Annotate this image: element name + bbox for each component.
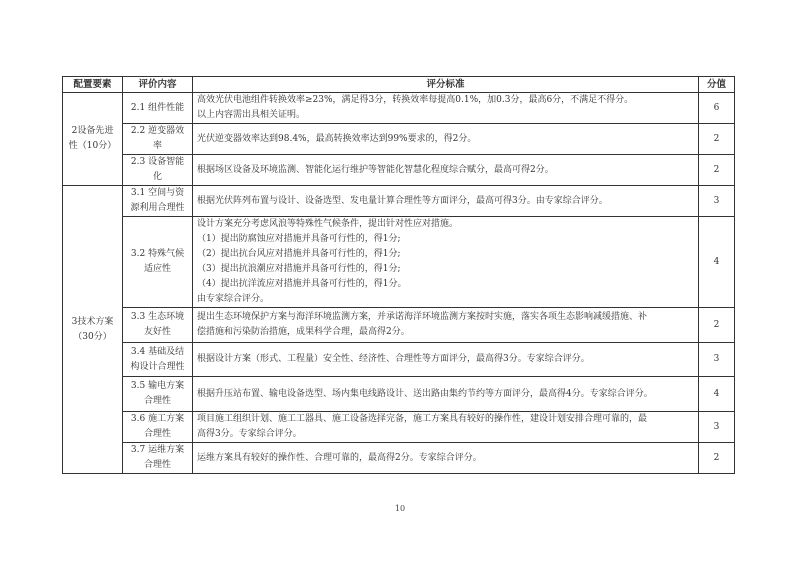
evaluation-content-text: 2.1 组件性能	[130, 102, 185, 113]
score-cell: 4	[699, 377, 735, 412]
evaluation-content-cell	[123, 217, 193, 308]
scoring-criteria-text: （1）提出防腐蚀应对措施并具备可行性的，得1分;	[197, 234, 401, 244]
score-cell: 3	[699, 412, 735, 443]
scoring-criteria-text: 偿措施和污染防治措施，成果科学合理，最高得2分。	[197, 327, 410, 337]
scoring-criteria-text: （3）提出抗浪潮应对措施并具备可行性的，得1分;	[197, 264, 401, 274]
config-element-text: （30分）	[73, 331, 112, 342]
evaluation-content-text: 3.4 基础及结	[130, 346, 185, 357]
scoring-criteria-cell	[193, 217, 699, 308]
scoring-criteria-cell	[193, 377, 699, 412]
table-row	[63, 217, 735, 308]
table-row	[63, 308, 735, 343]
scoring-criteria-cell	[193, 124, 699, 155]
evaluation-content-cell	[123, 93, 193, 124]
header-config-element: 配置要素	[63, 77, 123, 93]
config-element-text: 3技术方案	[71, 316, 114, 327]
evaluation-content-cell	[123, 155, 193, 186]
score-cell: 3	[699, 186, 735, 217]
evaluation-content-text: 友好性	[143, 327, 171, 337]
scoring-criteria-text: 根据设计方案（形式、工程量）安全性、经济性、合理性等方面评分，最高得3分。专家综合评分。	[197, 354, 590, 364]
scoring-criteria-cell	[193, 343, 699, 377]
table-row	[63, 412, 735, 443]
evaluation-content-cell	[123, 443, 193, 474]
score-cell: 3	[699, 343, 735, 377]
score-cell: 4	[699, 217, 735, 308]
scoring-criteria-cell	[193, 443, 699, 474]
config-element-text: 性（10分）	[68, 141, 117, 151]
scoring-criteria-text: 运维方案具有较好的操作性、合理可靠的，最高得2分。专家综合评分。	[197, 452, 482, 463]
table-row	[63, 186, 735, 217]
evaluation-content-text: 合理性	[143, 460, 171, 470]
score-cell: 2	[699, 443, 735, 474]
evaluation-content-text: 合理性	[143, 396, 171, 406]
evaluation-content-text: 3.5 输电方案	[130, 381, 185, 391]
evaluation-content-text: 构设计合理性	[130, 361, 185, 372]
config-element-cell	[63, 186, 123, 474]
score-cell: 6	[699, 93, 735, 124]
scoring-criteria-text: 光伏逆变器效率达到98.4%，最高转换效率达到99%要求的，得2分。	[197, 133, 477, 144]
header-score: 分值	[699, 77, 735, 93]
evaluation-content-text: 2.3 设备智能	[130, 157, 185, 167]
table-row	[63, 124, 735, 155]
scoring-criteria-text: 根据光伏阵列布置与设计、设备选型、发电量计算合理性等方面评分，最高可得3分。由专家综合评分。	[197, 195, 608, 206]
scoring-criteria-text: 以上内容需出具相关证明。	[197, 110, 306, 120]
table-row	[63, 377, 735, 412]
score-cell: 2	[699, 124, 735, 155]
score-cell: 2	[699, 308, 735, 343]
evaluation-content-cell	[123, 412, 193, 443]
config-element-cell	[63, 93, 123, 186]
score-cell: 2	[699, 155, 735, 186]
table-body	[63, 93, 735, 474]
scoring-table	[62, 76, 735, 474]
table-header-row	[63, 77, 735, 93]
table-row	[63, 155, 735, 186]
evaluation-content-text: 3.3 生态环境	[130, 312, 185, 322]
table-row	[63, 443, 735, 474]
header-scoring-criteria: 评分标准	[193, 77, 699, 93]
page-number: 10	[394, 504, 406, 513]
config-element-text: 2设备先进	[71, 126, 114, 136]
table-row	[63, 93, 735, 124]
evaluation-content-cell	[123, 377, 193, 412]
evaluation-content-text: 3.2 特殊气候	[130, 249, 185, 259]
scoring-criteria-text: 高效光伏电池组件转换效率≥23%，满足得3分，转换效率每提高0.1%，加0.3分，最高6分，不满足不得分。	[197, 95, 634, 105]
evaluation-content-text: 3.7 运维方案	[130, 445, 185, 455]
evaluation-content-text: 2.2 逆变器效	[130, 126, 185, 136]
scoring-criteria-cell	[193, 93, 699, 124]
scoring-criteria-cell	[193, 412, 699, 443]
evaluation-content-cell	[123, 186, 193, 217]
scoring-criteria-text: 根据场区设备及环境监测、智能化运行维护等智能化智慧化程度综合赋分，最高可得2分。	[197, 164, 554, 175]
scoring-criteria-text: 根据升压站布置、输电设备选型、场内集电线路设计、送出路由集约节约等方面评分，最高得4分。专家综合评分。	[197, 388, 653, 399]
scoring-criteria-cell	[193, 186, 699, 217]
evaluation-content-text: 源利用合理性	[130, 203, 185, 213]
evaluation-content-text: 适应性	[143, 264, 171, 274]
evaluation-content-text: 3.6 施工方案	[130, 414, 185, 424]
scoring-criteria-text: 高得3分。专家综合评分。	[197, 429, 302, 439]
header-evaluation-content: 评价内容	[123, 77, 193, 93]
evaluation-content-text: 率	[152, 141, 162, 151]
scoring-criteria-text: （4）提出抗洋流应对措施并具备可行性的，得1分。	[197, 279, 407, 289]
scoring-criteria-text: 项目施工组织计划、施工工器具、施工设备选择完备，施工方案具有较好的操作性，建设计划安排合理可靠的，最	[197, 414, 648, 424]
scoring-criteria-text: 由专家综合评分。	[197, 294, 270, 304]
evaluation-content-cell	[123, 308, 193, 343]
scoring-criteria-text: （2）提出抗台风应对措施并具备可行性的，得1分;	[197, 249, 401, 259]
evaluation-content-text: 化	[152, 172, 162, 182]
scoring-criteria-cell	[193, 155, 699, 186]
evaluation-content-cell	[123, 124, 193, 155]
evaluation-content-text: 合理性	[143, 429, 171, 439]
evaluation-content-text: 3.1 空间与资	[130, 188, 185, 198]
scoring-criteria-text: 设计方案充分考虑风浪等特殊性气候条件，提出针对性应对措施。	[197, 219, 459, 229]
scoring-criteria-text: 提出生态环境保护方案与海洋环境监测方案，并承诺海洋环境监测方案按时实施，落实各项生态影响减缓措施、补	[197, 312, 648, 322]
evaluation-content-cell	[123, 343, 193, 377]
scoring-criteria-cell	[193, 308, 699, 343]
table-row	[63, 343, 735, 377]
